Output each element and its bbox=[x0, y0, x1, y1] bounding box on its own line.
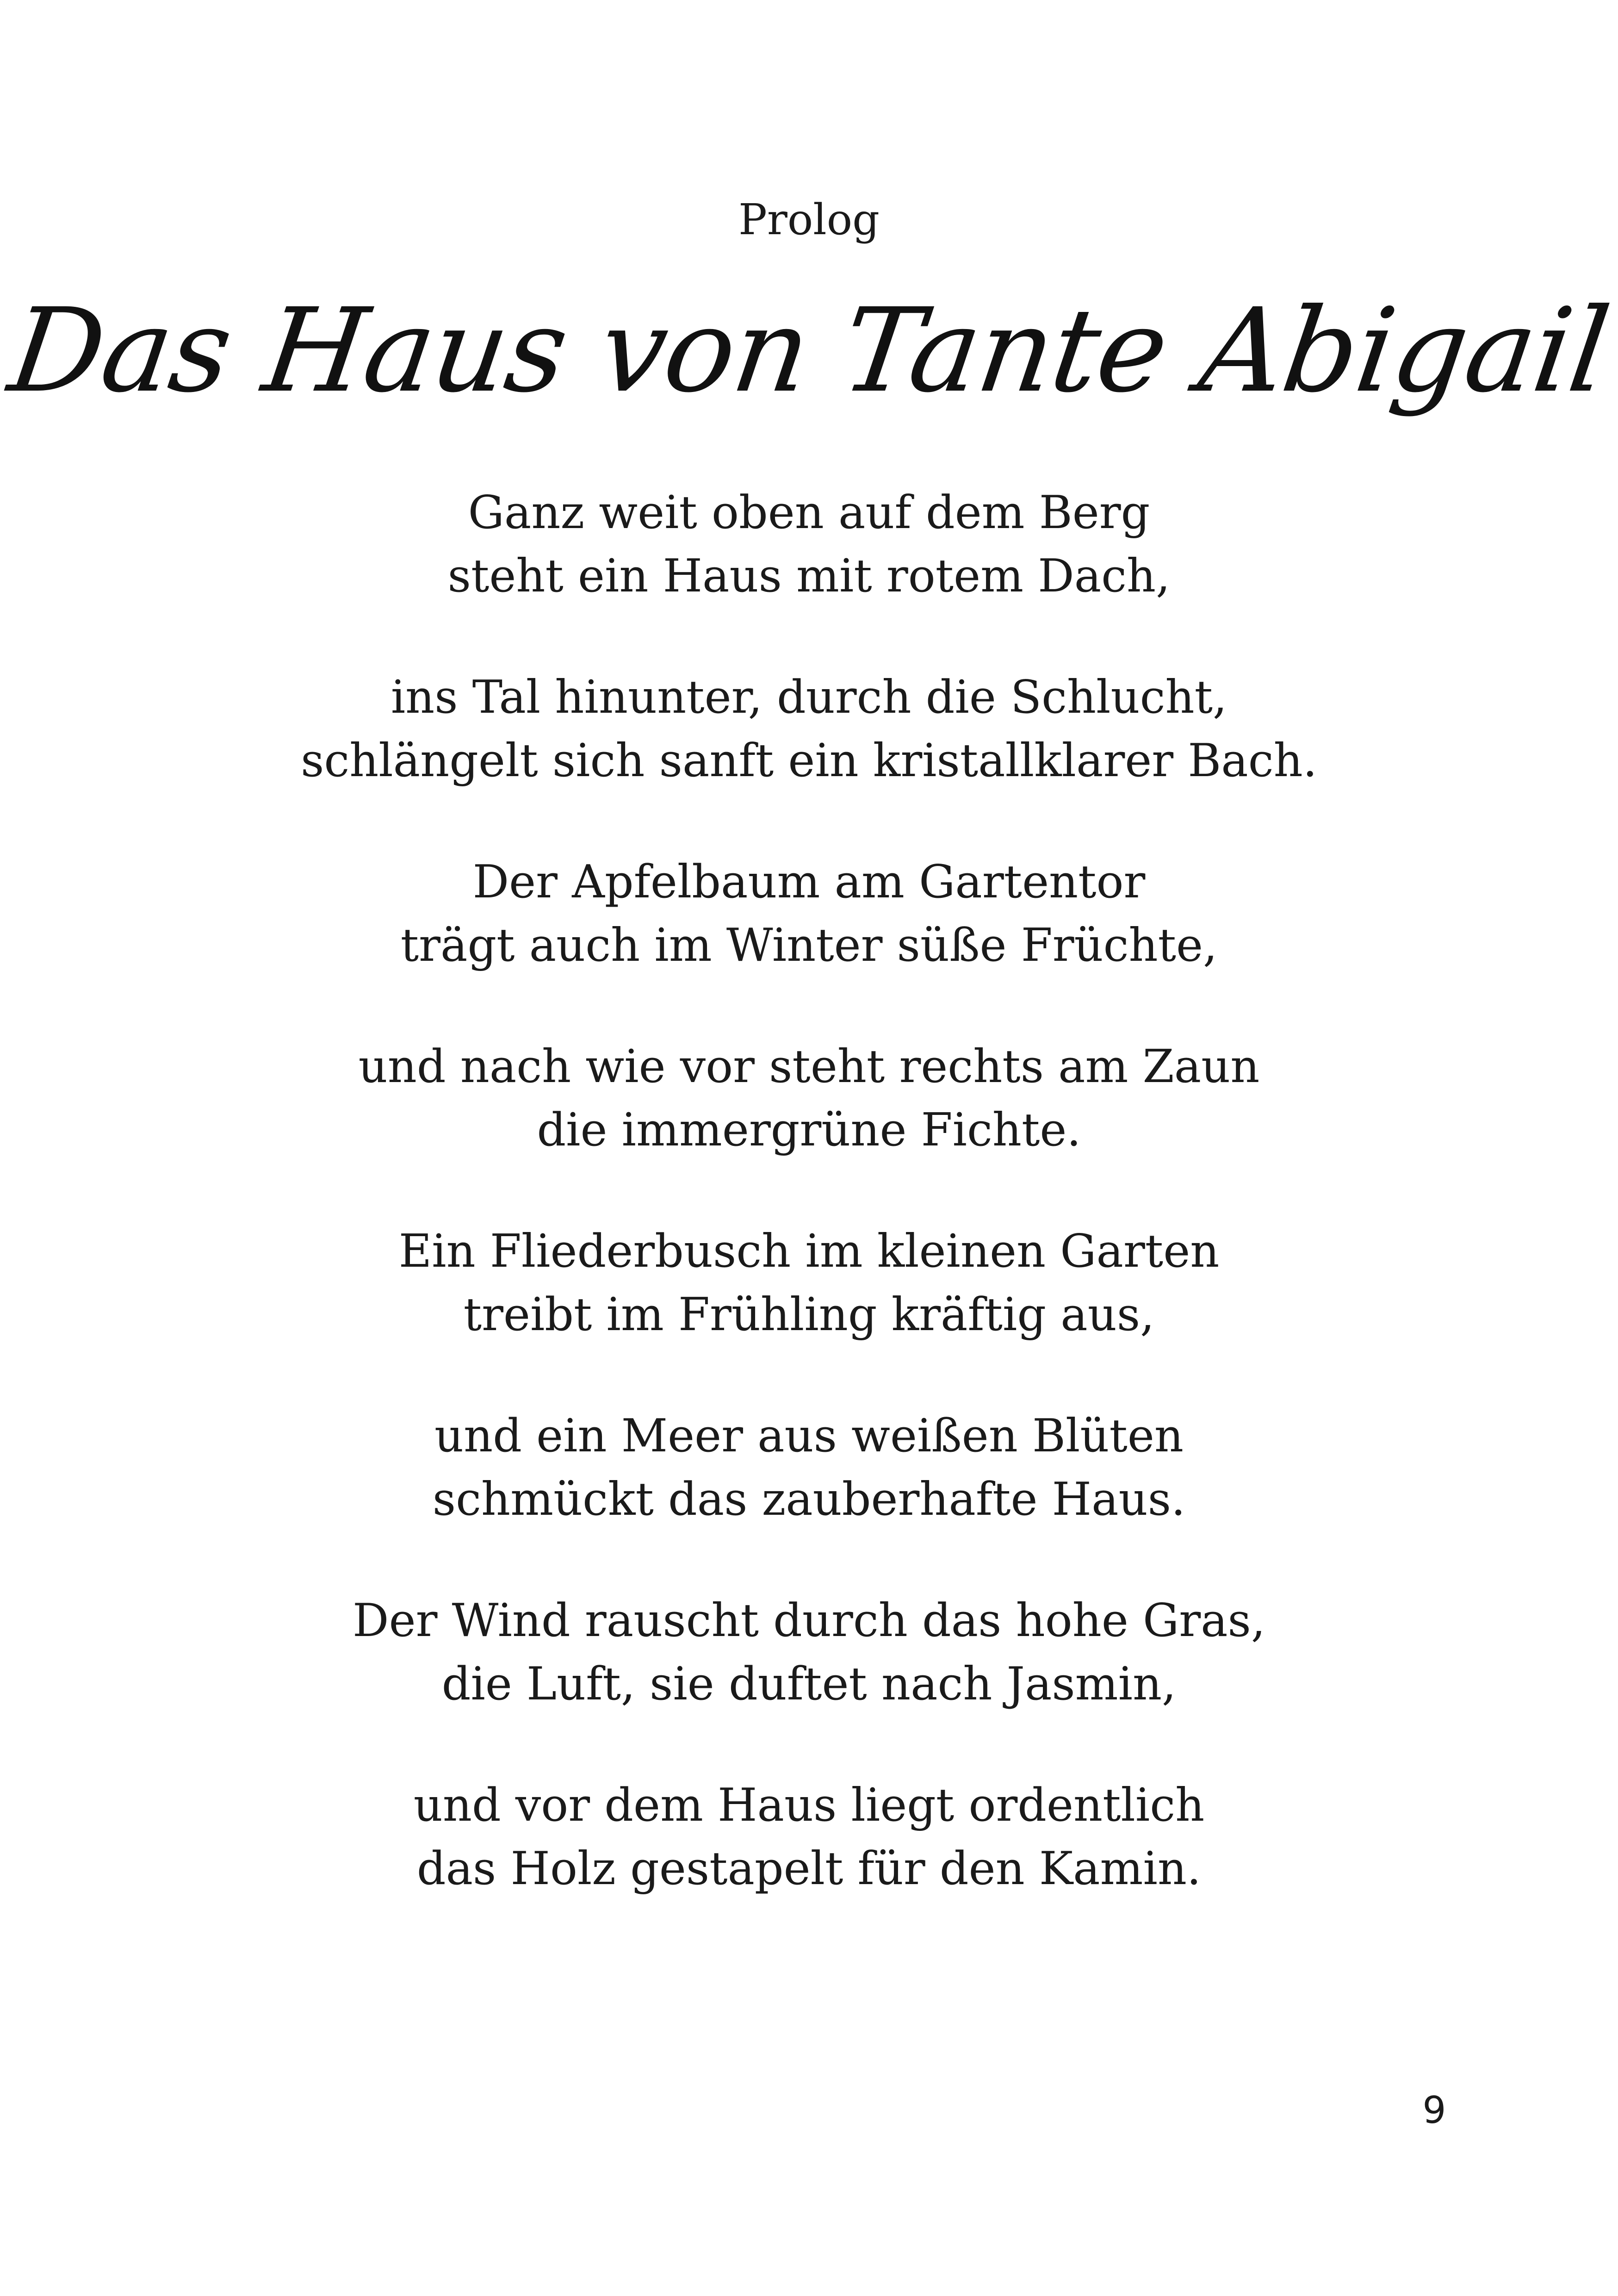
poem-line: trägt auch im Winter süße Früchte, bbox=[400, 919, 1218, 972]
poem-line: Der Wind rauscht durch das hohe Gras, bbox=[353, 1594, 1265, 1647]
stanza bbox=[0, 1035, 1618, 1162]
poem-line: ins Tal hinunter, durch die Schlucht, bbox=[391, 671, 1227, 724]
poem-line: Ein Fliederbusch im kleinen Garten bbox=[398, 1225, 1220, 1278]
poem-line: die Luft, sie duftet nach Jasmin, bbox=[441, 1658, 1177, 1711]
stanza bbox=[0, 1589, 1618, 1716]
stanza bbox=[0, 1774, 1618, 1901]
poem-line: Ganz weit oben auf dem Berg bbox=[468, 486, 1150, 539]
poem-line: die immergrüne Fichte. bbox=[537, 1104, 1081, 1157]
stanza bbox=[0, 666, 1618, 793]
poem-line: Der Apfelbaum am Gartentor bbox=[472, 856, 1146, 908]
poem-line: das Holz gestapelt für den Kamin. bbox=[416, 1842, 1202, 1895]
poem-line: und vor dem Haus liegt ordentlich bbox=[413, 1779, 1205, 1832]
stanza bbox=[0, 1405, 1618, 1531]
section-kicker: Prolog bbox=[738, 195, 880, 244]
page-title: Das Haus von Tante Abigail bbox=[1, 283, 1617, 418]
poem-line: treibt im Frühling kräftig aus, bbox=[463, 1288, 1155, 1341]
poem bbox=[0, 481, 1618, 1959]
poem-line: schmückt das zauberhafte Haus. bbox=[432, 1473, 1186, 1526]
poem-line: steht ein Haus mit rotem Dach, bbox=[447, 550, 1171, 603]
stanza bbox=[0, 851, 1618, 977]
page-number: 9 bbox=[1422, 2089, 1446, 2132]
poem-line: und nach wie vor steht rechts am Zaun bbox=[358, 1040, 1260, 1093]
stanza bbox=[0, 481, 1618, 608]
poem-line: und ein Meer aus weißen Blüten bbox=[434, 1410, 1184, 1462]
stanza bbox=[0, 1220, 1618, 1347]
poem-line: schlängelt sich sanft ein kristallklarer Bach. bbox=[301, 734, 1317, 787]
